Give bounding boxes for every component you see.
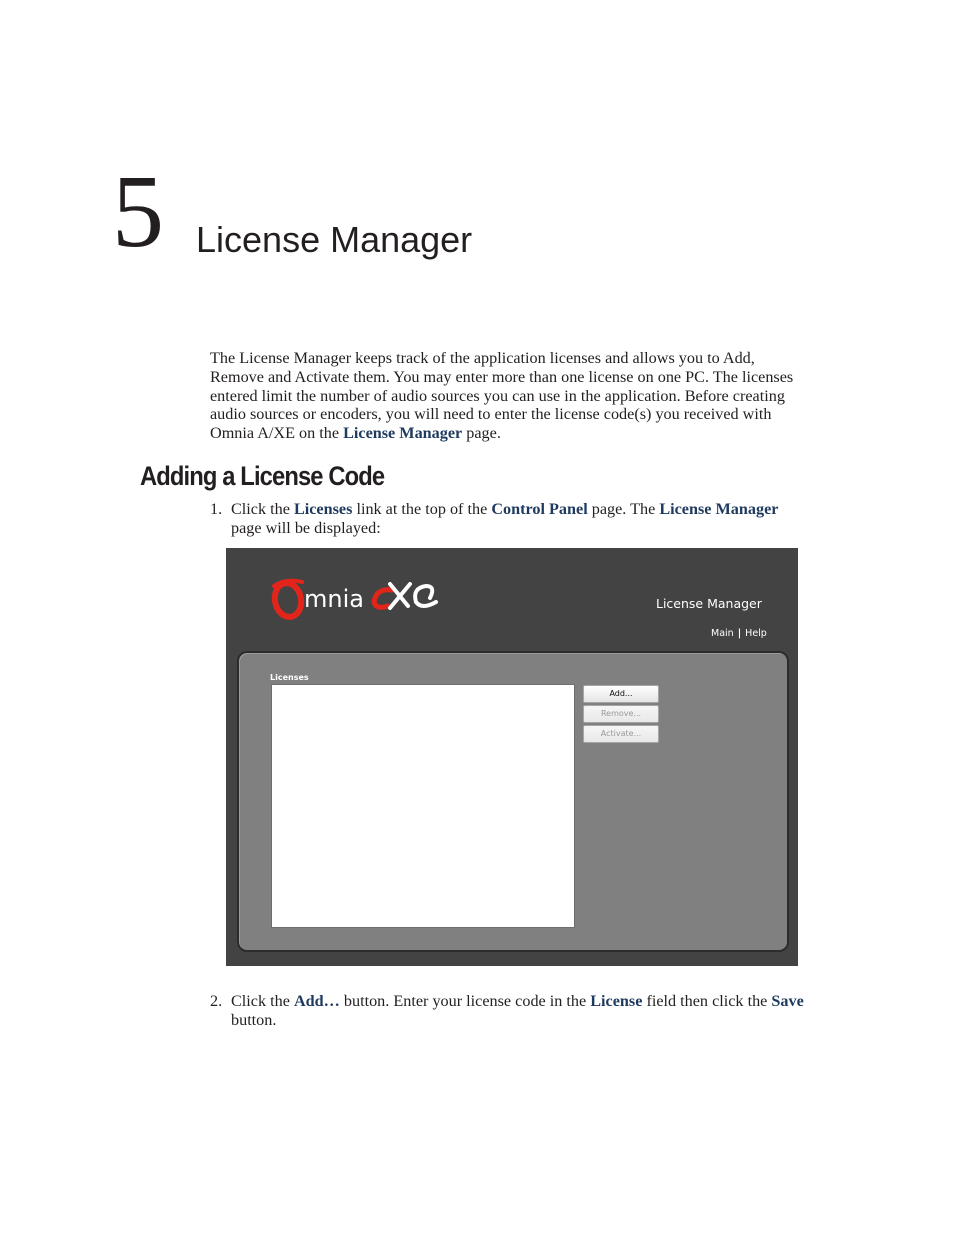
intro-last-suffix: page.: [462, 424, 501, 443]
nav-main-link[interactable]: Main: [711, 628, 734, 639]
step-text-run: Click the: [231, 500, 294, 518]
step-1: [210, 500, 830, 540]
licenses-list[interactable]: [271, 684, 575, 928]
add-button-ref: Add…: [293, 992, 340, 1010]
section-heading: Adding a License Code: [140, 461, 385, 491]
remove-button[interactable]: Remove...: [583, 705, 659, 723]
step-text: [231, 500, 831, 538]
activate-button[interactable]: Activate...: [583, 725, 659, 743]
screenshot-nav: [711, 628, 767, 639]
license-manager-screenshot: [226, 548, 798, 966]
step-text-run: field then click the: [642, 992, 772, 1010]
intro-last-prefix: Omnia A/XE on the: [210, 424, 344, 443]
intro-paragraph: [210, 349, 810, 443]
licenses-label: Licenses: [270, 673, 309, 682]
step-line: [231, 500, 831, 519]
step-text-run: page. The: [587, 500, 660, 518]
chapter-number: 5: [112, 154, 164, 269]
intro-line: entered limit the number of audio sources you can use in the application. Before creating: [210, 386, 785, 405]
nav-separator: |: [737, 628, 742, 639]
licenses-ref: Licenses: [293, 500, 353, 518]
step-text-run: Click the: [231, 992, 294, 1010]
add-button[interactable]: Add...: [583, 685, 659, 703]
intro-line: Remove and Activate them. You may enter more than one license on one PC. The licenses: [210, 367, 794, 386]
omnia-axe-logo: [266, 562, 456, 622]
step-text-run: link at the top of the: [352, 500, 492, 518]
chapter-title: License Manager: [196, 219, 473, 260]
svg-text:mnia: mnia: [304, 585, 364, 613]
license-field-ref: License: [590, 992, 643, 1010]
nav-help-link[interactable]: Help: [745, 628, 767, 639]
intro-line: audio sources or encoders, you will need to enter the license code(s) you received with: [210, 405, 772, 424]
save-button-ref: Save: [771, 992, 804, 1010]
intro-line: The License Manager keeps track of the application licenses and allows you to Add,: [210, 349, 755, 367]
step-line: page will be displayed:: [231, 519, 381, 537]
step-text-run: button. Enter your license code in the: [339, 992, 591, 1010]
control-panel-ref: Control Panel: [491, 500, 588, 518]
intro-line: [210, 424, 810, 443]
licenses-panel: [237, 651, 789, 952]
license-manager-ref: License Manager: [343, 424, 463, 443]
step-number: 1.: [210, 500, 223, 518]
license-manager-ref: License Manager: [659, 500, 779, 518]
step-2: [210, 992, 830, 1032]
step-line: button.: [231, 1011, 277, 1029]
step-line: [231, 992, 831, 1011]
step-number: 2.: [210, 992, 223, 1010]
step-text: [231, 992, 831, 1030]
screenshot-title: License Manager: [656, 596, 762, 611]
